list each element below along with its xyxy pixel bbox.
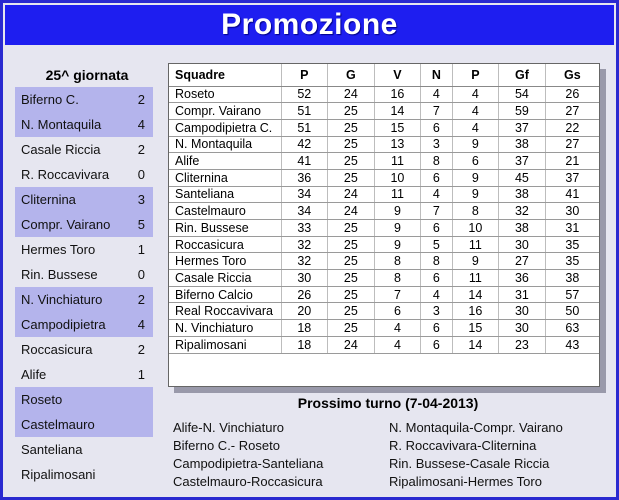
standings-header-cell: N	[421, 64, 452, 86]
standings-stat-cell: 25	[328, 220, 375, 237]
standings-stat-cell: 36	[499, 270, 546, 287]
standings-header-cell: Gf	[499, 64, 546, 86]
result-team: Castelmauro	[21, 417, 95, 432]
standings-stat-cell: 26	[281, 286, 328, 303]
standings-row	[169, 286, 599, 303]
result-row	[15, 362, 153, 387]
result-team: Casale Riccia	[21, 142, 101, 157]
result-score: 4	[137, 117, 145, 132]
standings-stat-cell: 24	[328, 86, 375, 103]
standings-stat-cell: 38	[499, 136, 546, 153]
standings-team-cell: Roseto	[169, 86, 281, 103]
result-team: Ripalimosani	[21, 467, 96, 482]
result-row	[15, 162, 153, 187]
result-row	[15, 237, 153, 262]
fixture-item: Ripalimosani-Hermes Toro	[389, 474, 542, 489]
result-row	[15, 287, 153, 312]
result-team: N. Vinchiaturo	[21, 292, 103, 307]
result-score: 2	[137, 92, 145, 107]
standings-stat-cell: 24	[328, 203, 375, 220]
standings-stat-cell: 37	[545, 169, 599, 186]
result-score: 1	[137, 242, 145, 257]
standings-row	[169, 119, 599, 136]
standings-stat-cell: 25	[328, 253, 375, 270]
result-row	[15, 337, 153, 362]
result-team: N. Montaquila	[21, 117, 102, 132]
standings-header-cell: P	[281, 64, 328, 86]
standings-stat-cell: 27	[545, 136, 599, 153]
result-row	[15, 437, 153, 462]
standings-stat-cell: 14	[374, 103, 421, 120]
fixture-item: N. Montaquila-Compr. Vairano	[389, 420, 563, 435]
standings-header-row	[169, 64, 599, 86]
standings-row	[169, 186, 599, 203]
result-row	[15, 137, 153, 162]
next-round-title: Prossimo turno (7-04-2013)	[297, 395, 479, 411]
result-team: Cliternina	[21, 192, 76, 207]
standings-table-container	[168, 63, 600, 387]
standings-stat-cell: 25	[328, 236, 375, 253]
standings-stat-cell: 3	[421, 136, 452, 153]
standings-stat-cell: 51	[281, 119, 328, 136]
standings-stat-cell: 10	[374, 169, 421, 186]
standings-stat-cell: 18	[281, 320, 328, 337]
standings-stat-cell: 43	[545, 336, 599, 353]
standings-header-cell: Gs	[545, 64, 599, 86]
standings-row	[169, 203, 599, 220]
standings-stat-cell: 4	[452, 103, 499, 120]
standings-stat-cell: 25	[328, 303, 375, 320]
standings-stat-cell: 30	[499, 303, 546, 320]
standings-stat-cell: 20	[281, 303, 328, 320]
standings-stat-cell: 22	[545, 119, 599, 136]
standings-team-cell: Campodipietra C.	[169, 119, 281, 136]
result-team: Santeliana	[21, 442, 83, 457]
standings-stat-cell: 25	[328, 103, 375, 120]
standings-stat-cell: 6	[421, 220, 452, 237]
standings-header-cell: Squadre	[169, 64, 281, 86]
standings-stat-cell: 59	[499, 103, 546, 120]
fixture-item: R. Roccavivara-Cliternina	[389, 438, 537, 453]
standings-team-cell: Alife	[169, 153, 281, 170]
fixture-item: Alife-N. Vinchiaturo	[173, 420, 285, 435]
standings-stat-cell: 9	[452, 136, 499, 153]
standings-row	[169, 103, 599, 120]
standings-stat-cell: 25	[328, 119, 375, 136]
standings-stat-cell: 37	[499, 119, 546, 136]
standings-stat-cell: 25	[328, 286, 375, 303]
standings-stat-cell: 27	[545, 103, 599, 120]
result-score: 1	[137, 367, 145, 382]
standings-row	[169, 153, 599, 170]
result-row	[15, 187, 153, 212]
standings-stat-cell: 4	[452, 86, 499, 103]
standings-team-cell: Compr. Vairano	[169, 103, 281, 120]
result-row	[15, 112, 153, 137]
standings-team-cell: Ripalimosani	[169, 336, 281, 353]
standings-stat-cell: 24	[328, 336, 375, 353]
next-round-fixtures-left	[173, 419, 323, 491]
standings-stat-cell: 9	[374, 236, 421, 253]
result-score: 2	[137, 292, 145, 307]
standings-stat-cell: 3	[421, 303, 452, 320]
standings-stat-cell: 23	[499, 336, 546, 353]
fixture-item: Castelmauro-Roccasicura	[173, 474, 323, 489]
result-team: Compr. Vairano	[21, 217, 111, 232]
standings-stat-cell: 51	[281, 103, 328, 120]
standings-row	[169, 270, 599, 287]
results-list	[15, 87, 153, 487]
result-row	[15, 87, 153, 112]
standings-stat-cell: 31	[499, 286, 546, 303]
standings-stat-cell: 30	[499, 320, 546, 337]
standings-stat-cell: 41	[545, 186, 599, 203]
standings-stat-cell: 9	[452, 253, 499, 270]
result-score: 2	[137, 342, 145, 357]
standings-stat-cell: 8	[421, 153, 452, 170]
standings-stat-cell: 25	[328, 270, 375, 287]
result-score: 2	[137, 142, 145, 157]
standings-table	[169, 64, 599, 354]
standings-stat-cell: 6	[421, 169, 452, 186]
standings-stat-cell: 7	[421, 103, 452, 120]
standings-row	[169, 86, 599, 103]
standings-stat-cell: 14	[452, 286, 499, 303]
standings-stat-cell: 18	[281, 336, 328, 353]
result-row	[15, 262, 153, 287]
standings-row	[169, 336, 599, 353]
standings-stat-cell: 42	[281, 136, 328, 153]
result-team: Biferno C.	[21, 92, 79, 107]
standings-stat-cell: 27	[499, 253, 546, 270]
result-score: 3	[137, 192, 145, 207]
standings-stat-cell: 25	[328, 320, 375, 337]
standings-team-cell: Biferno Calcio	[169, 286, 281, 303]
standings-stat-cell: 30	[499, 236, 546, 253]
standings-stat-cell: 6	[421, 336, 452, 353]
standings-stat-cell: 57	[545, 286, 599, 303]
fixture-item: Campodipietra-Santeliana	[173, 456, 324, 471]
standings-stat-cell: 9	[452, 169, 499, 186]
standings-team-cell: Castelmauro	[169, 203, 281, 220]
standings-stat-cell: 9	[374, 203, 421, 220]
result-score: 0	[137, 167, 145, 182]
standings-stat-cell: 5	[421, 236, 452, 253]
standings-stat-cell: 15	[452, 320, 499, 337]
standings-stat-cell: 36	[281, 169, 328, 186]
standings-stat-cell: 63	[545, 320, 599, 337]
next-round-fixtures-right	[389, 419, 563, 491]
result-score: 5	[137, 217, 145, 232]
result-team: Campodipietra	[21, 317, 106, 332]
standings-stat-cell: 16	[452, 303, 499, 320]
standings-stat-cell: 8	[421, 253, 452, 270]
standings-stat-cell: 30	[545, 203, 599, 220]
fixture-item: Biferno C.- Roseto	[173, 438, 280, 453]
standings-stat-cell: 52	[281, 86, 328, 103]
standings-stat-cell: 8	[452, 203, 499, 220]
standings-stat-cell: 33	[281, 220, 328, 237]
standings-stat-cell: 25	[328, 169, 375, 186]
standings-stat-cell: 11	[452, 270, 499, 287]
standings-stat-cell: 11	[374, 186, 421, 203]
standings-stat-cell: 6	[421, 119, 452, 136]
standings-stat-cell: 35	[545, 253, 599, 270]
standings-header-cell: V	[374, 64, 421, 86]
standings-stat-cell: 7	[374, 286, 421, 303]
standings-team-cell: Casale Riccia	[169, 270, 281, 287]
fixture-item: Rin. Bussese-Casale Riccia	[389, 456, 550, 471]
standings-row	[169, 253, 599, 270]
standings-stat-cell: 32	[281, 253, 328, 270]
standings-stat-cell: 32	[281, 236, 328, 253]
standings-stat-cell: 30	[281, 270, 328, 287]
standings-stat-cell: 41	[281, 153, 328, 170]
result-row	[15, 212, 153, 237]
standings-team-cell: N. Vinchiaturo	[169, 320, 281, 337]
title-banner	[5, 5, 614, 45]
standings-stat-cell: 45	[499, 169, 546, 186]
result-team: Hermes Toro	[21, 242, 96, 257]
standings-row	[169, 136, 599, 153]
standings-stat-cell: 8	[374, 253, 421, 270]
standings-stat-cell: 26	[545, 86, 599, 103]
standings-stat-cell: 13	[374, 136, 421, 153]
standings-row	[169, 236, 599, 253]
standings-stat-cell: 9	[452, 186, 499, 203]
result-row	[15, 312, 153, 337]
result-score: 4	[137, 317, 145, 332]
standings-stat-cell: 11	[374, 153, 421, 170]
giornata-label: 25^ giornata	[45, 67, 129, 83]
standings-stat-cell: 6	[421, 270, 452, 287]
standings-stat-cell: 14	[452, 336, 499, 353]
standings-stat-cell: 4	[421, 286, 452, 303]
standings-row	[169, 220, 599, 237]
result-score: 0	[137, 267, 145, 282]
standings-header-cell: P	[452, 64, 499, 86]
standings-stat-cell: 4	[421, 86, 452, 103]
result-row	[15, 412, 153, 437]
result-team: Rin. Bussese	[21, 267, 98, 282]
standings-stat-cell: 4	[374, 320, 421, 337]
standings-stat-cell: 24	[328, 186, 375, 203]
standings-stat-cell: 15	[374, 119, 421, 136]
standings-stat-cell: 25	[328, 136, 375, 153]
result-team: R. Roccavivara	[21, 167, 110, 182]
standings-stat-cell: 21	[545, 153, 599, 170]
standings-stat-cell: 10	[452, 220, 499, 237]
standings-team-cell: Hermes Toro	[169, 253, 281, 270]
standings-header-cell: G	[328, 64, 375, 86]
standings-body	[169, 86, 599, 353]
standings-stat-cell: 4	[452, 119, 499, 136]
standings-stat-cell: 11	[452, 236, 499, 253]
standings-team-cell: Real Roccavivara	[169, 303, 281, 320]
standings-stat-cell: 6	[374, 303, 421, 320]
standings-stat-cell: 4	[421, 186, 452, 203]
standings-row	[169, 169, 599, 186]
result-row	[15, 387, 153, 412]
standings-stat-cell: 38	[499, 186, 546, 203]
standings-stat-cell: 6	[421, 320, 452, 337]
standings-team-cell: N. Montaquila	[169, 136, 281, 153]
standings-row	[169, 303, 599, 320]
standings-stat-cell: 38	[545, 270, 599, 287]
standings-stat-cell: 7	[421, 203, 452, 220]
standings-stat-cell: 25	[328, 153, 375, 170]
result-team: Roccasicura	[21, 342, 93, 357]
standings-stat-cell: 32	[499, 203, 546, 220]
standings-team-cell: Cliternina	[169, 169, 281, 186]
standings-row	[169, 320, 599, 337]
standings-stat-cell: 50	[545, 303, 599, 320]
standings-stat-cell: 8	[374, 270, 421, 287]
standings-stat-cell: 31	[545, 220, 599, 237]
standings-stat-cell: 6	[452, 153, 499, 170]
standings-stat-cell: 34	[281, 203, 328, 220]
standings-stat-cell: 9	[374, 220, 421, 237]
standings-stat-cell: 34	[281, 186, 328, 203]
standings-team-cell: Santeliana	[169, 186, 281, 203]
result-row	[15, 462, 153, 487]
standings-stat-cell: 35	[545, 236, 599, 253]
result-team: Roseto	[21, 392, 63, 407]
standings-stat-cell: 4	[374, 336, 421, 353]
standings-stat-cell: 16	[374, 86, 421, 103]
standings-team-cell: Rin. Bussese	[169, 220, 281, 237]
standings-stat-cell: 54	[499, 86, 546, 103]
result-team: Alife	[21, 367, 47, 382]
standings-stat-cell: 37	[499, 153, 546, 170]
standings-stat-cell: 38	[499, 220, 546, 237]
standings-team-cell: Roccasicura	[169, 236, 281, 253]
page-title: Promozione	[221, 8, 398, 41]
